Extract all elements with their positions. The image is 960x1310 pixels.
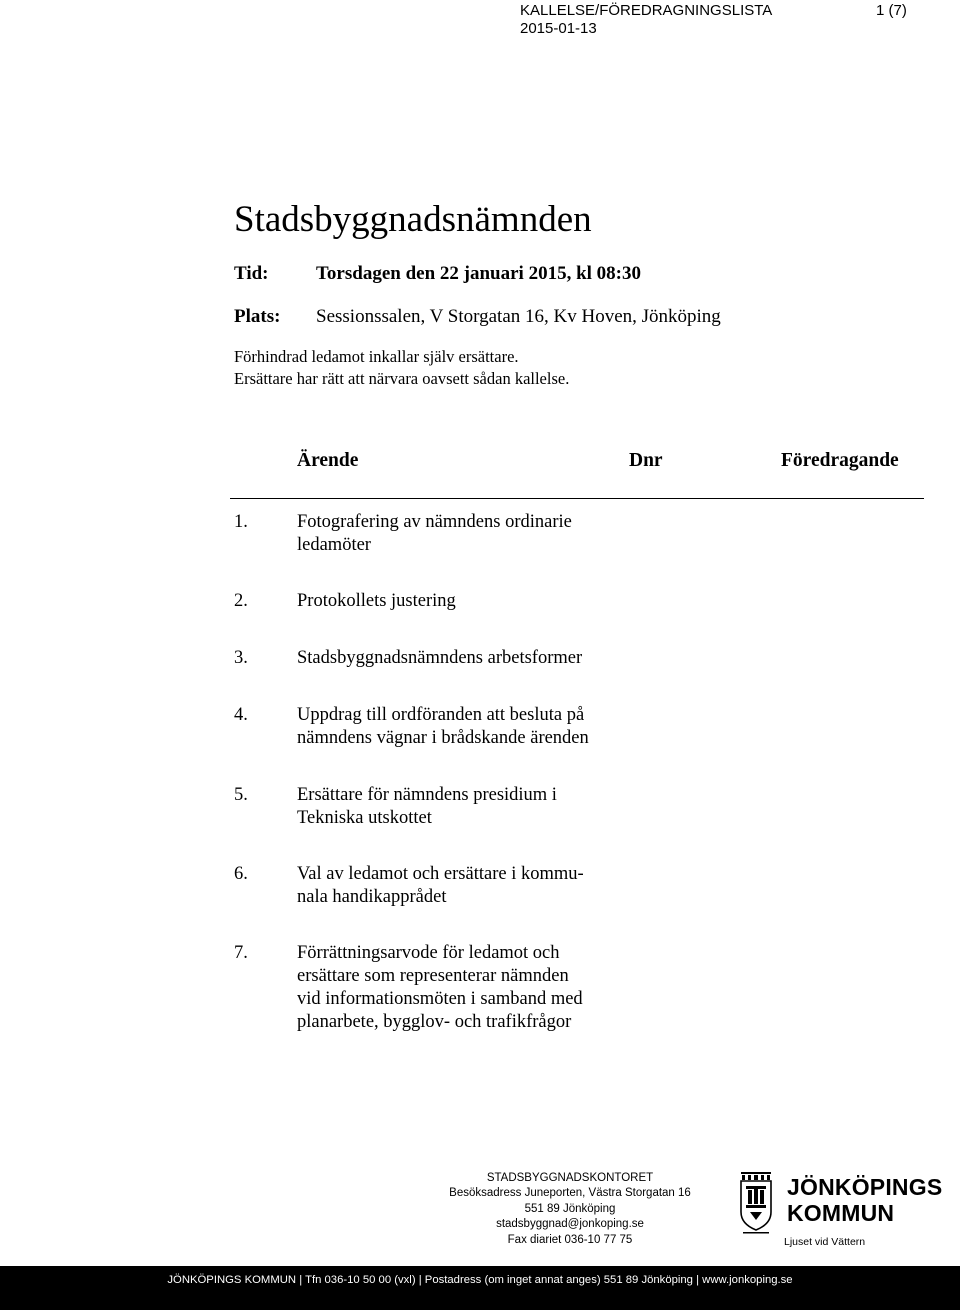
office-fax: Fax diariet 036-10 77 75 xyxy=(507,1233,633,1246)
agenda-item-line: planarbete, bygglov- och trafikfrågor xyxy=(297,1012,572,1032)
agenda-item-number: 3. xyxy=(234,648,248,668)
agenda-item-line: vid informationsmöten i samband med xyxy=(297,989,583,1009)
header-divider xyxy=(230,498,924,499)
office-postal-address: 551 89 Jönköping xyxy=(524,1202,616,1215)
agenda-item-text xyxy=(297,863,657,909)
office-email: stadsbyggnad@jonkoping.se xyxy=(496,1218,644,1231)
agenda-item-number: 2. xyxy=(234,591,248,611)
agenda-item-text xyxy=(297,784,657,830)
agenda-item-number: 1. xyxy=(234,512,248,532)
agenda-item-number: 4. xyxy=(234,705,248,725)
agenda-item-line: nämndens vägnar i brådskande ärenden xyxy=(297,728,589,748)
agenda-item-line: Förrättningsarvode för ledamot och xyxy=(297,943,560,963)
agenda-item-text xyxy=(297,647,657,670)
place-label: Plats: xyxy=(234,306,281,327)
note-attendance: Ersättare har rätt att närvara oavsett sådan kallelse. xyxy=(234,369,570,388)
agenda-item-line: Tekniska utskottet xyxy=(297,808,432,828)
agenda-item-number: 6. xyxy=(234,864,248,884)
agenda-item-line: Protokollets justering xyxy=(297,591,456,611)
time-value: Torsdagen den 22 januari 2015, kl 08:30 xyxy=(316,263,641,284)
municipality-logo xyxy=(787,1174,942,1226)
column-header-foredragande: Föredragande xyxy=(781,450,899,471)
logo-line-1: JÖNKÖPINGS xyxy=(787,1174,943,1200)
page-number: 1 (7) xyxy=(876,2,907,19)
footer-bar xyxy=(0,1266,960,1310)
agenda-item-line: Uppdrag till ordföranden att besluta på xyxy=(297,705,585,725)
office-name: STADSBYGGNADSKONTORET xyxy=(486,1172,654,1184)
agenda-item-line: ledamöter xyxy=(297,535,371,555)
agenda-item-line: nala handikapprådet xyxy=(297,887,447,907)
agenda-item-text xyxy=(297,590,657,613)
agenda-item-line: ersättare som representerar nämnden xyxy=(297,966,569,986)
agenda-item-line: Fotografering av nämndens ordinarie xyxy=(297,512,572,532)
document-date: 2015-01-13 xyxy=(520,20,597,37)
office-address-block xyxy=(440,1171,700,1248)
coat-of-arms-icon xyxy=(740,1172,772,1238)
time-label: Tid: xyxy=(234,263,269,284)
logo-slogan: Ljuset vid Vättern xyxy=(784,1236,866,1248)
page-title: Stadsbyggnadsnämnden xyxy=(234,199,592,240)
column-header-arende: Ärende xyxy=(297,450,359,471)
document-type: KALLELSE/FÖREDRAGNINGSLISTA xyxy=(520,2,773,19)
agenda-item-text xyxy=(297,704,657,750)
note-substitute: Förhindrad ledamot inkallar själv ersättare. xyxy=(234,347,519,366)
agenda-item-text xyxy=(297,511,657,557)
footer-contact-line: JÖNKÖPINGS KOMMUN | Tfn 036-10 50 00 (vxl) | Postadress (om inget annat anges) 551 89 Jönköping | www.jonkoping.se xyxy=(167,1274,793,1286)
agenda-item-number: 7. xyxy=(234,943,248,963)
agenda-item-number: 5. xyxy=(234,785,248,805)
agenda-item-line: Val av ledamot och ersättare i kommu- xyxy=(297,864,584,884)
agenda-item-text xyxy=(297,942,657,1034)
office-visit-address: Besöksadress Juneporten, Västra Storgatan 16 xyxy=(449,1187,691,1200)
column-header-dnr: Dnr xyxy=(629,450,663,471)
place-value: Sessionssalen, V Storgatan 16, Kv Hoven, Jönköping xyxy=(316,306,721,327)
agenda-item-line: Stadsbyggnadsnämndens arbetsformer xyxy=(297,648,583,668)
logo-line-2: KOMMUN xyxy=(787,1200,895,1226)
agenda-item-line: Ersättare för nämndens presidium i xyxy=(297,785,557,805)
